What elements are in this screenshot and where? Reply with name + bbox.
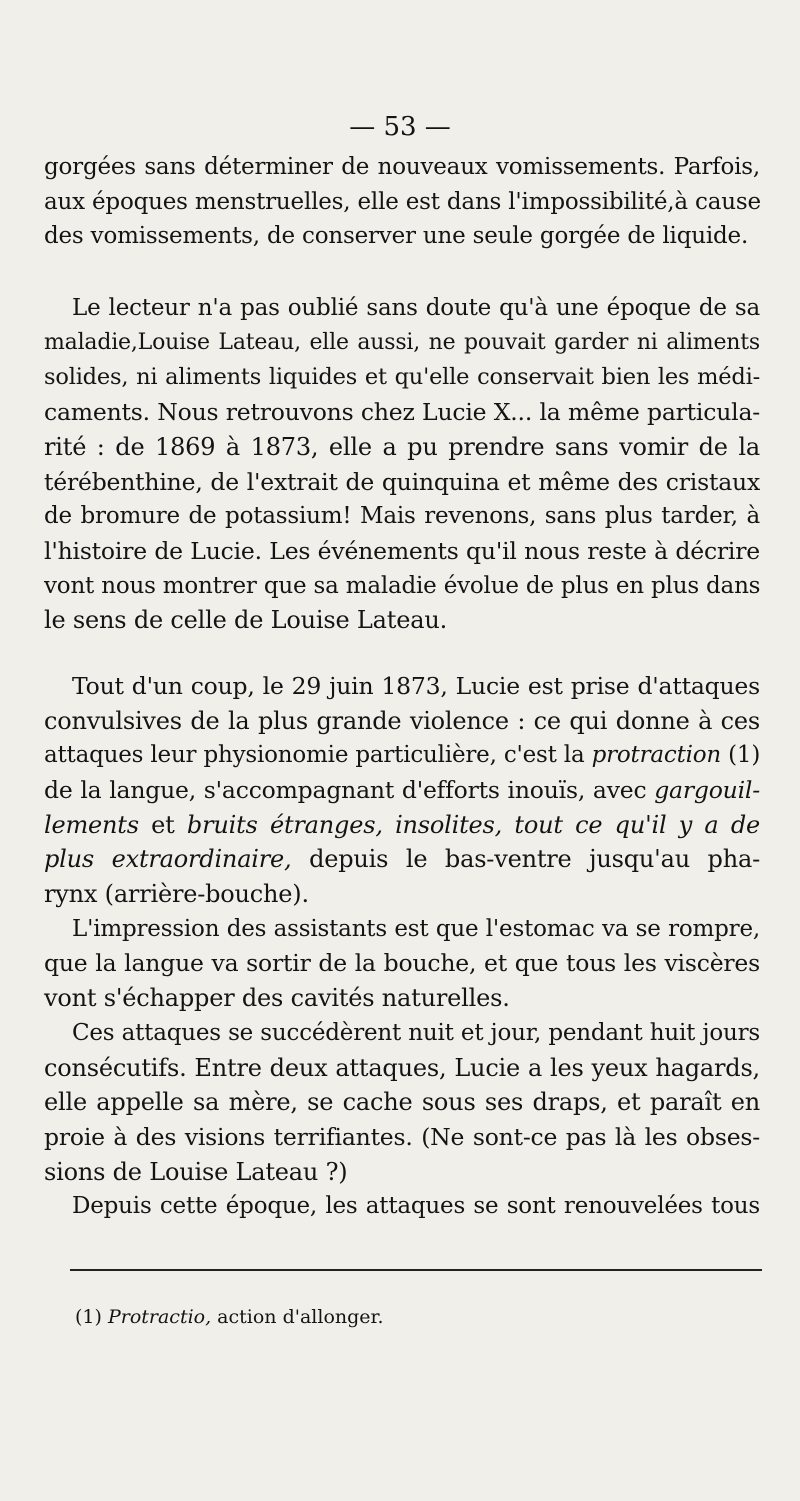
text-line: convulsives de la plus grande violence : ce qui donne à ces: [44, 706, 760, 735]
text-line: maladie,Louise Lateau, elle aussi, ne pouvait garder ni aliments: [44, 329, 760, 355]
text-line: lements et bruits étranges, insolites, tout ce qu'il y a de: [44, 810, 760, 839]
text-line: caments. Nous retrouvons chez Lucie X... la même particula-: [44, 398, 760, 427]
text-line: Le lecteur n'a pas oublié sans doute qu'à une époque de sa: [72, 295, 760, 322]
text-line: rité : de 1869 à 1873, elle a pu prendre sans vomir de la: [44, 432, 760, 461]
text-line: de la langue, s'accompagnant d'efforts inouïs, avec gargouil-: [44, 776, 760, 804]
text-line: Depuis cette époque, les attaques se sont renouvelées tous: [72, 1193, 760, 1220]
page-number: — 53 —: [349, 112, 451, 142]
text-line: solides, ni aliments liquides et qu'elle conservait bien les médi-: [44, 364, 760, 391]
text-line: de bromure de potassium! Mais revenons, sans plus tarder, à: [44, 503, 760, 530]
footnote: [75, 1306, 384, 1328]
text-line: vont nous montrer que sa maladie évolue de plus en plus dans: [44, 572, 761, 599]
body-text: [44, 150, 760, 1224]
text-line: proie à des visions terrifiantes. (Ne sont-ce pas là les obses-: [44, 1122, 760, 1151]
text-line: térébenthine, de l'extrait de quinquina et même des cristaux: [44, 467, 760, 496]
footnote-term: Protractio,: [107, 1306, 212, 1328]
footnote-divider: [70, 1269, 762, 1271]
text-line: L'impression des assistants est que l'estomac va se rompre,: [72, 915, 760, 942]
text-line: l'histoire de Lucie. Les événements qu'il nous reste à décrire: [44, 536, 760, 565]
text-line: rynx (arrière-bouche).: [44, 880, 309, 909]
footnote-definition: action d'allonger.: [211, 1306, 384, 1328]
text-line: sions de Louise Lateau ?): [44, 1157, 348, 1186]
text-line: vont s'échapper des cavités naturelles.: [44, 984, 510, 1013]
text-line: que la langue va sortir de la bouche, et que tous les viscères: [44, 949, 760, 978]
text-line: Tout d'un coup, le 29 juin 1873, Lucie est prise d'attaques: [72, 671, 760, 700]
text-line: le sens de celle de Louise Lateau.: [44, 606, 448, 635]
text-line: gorgées sans déterminer de nouveaux vomissements. Parfois,: [44, 154, 760, 180]
footnote-marker: (1): [75, 1306, 108, 1328]
text-line: aux époques menstruelles, elle est dans l'impossibilité,à cause: [44, 188, 761, 215]
text-line: des vomissements, de conserver une seule gorgée de liquide.: [44, 223, 749, 250]
text-line: plus extraordinaire, depuis le bas-ventre jusqu'au pha-: [44, 845, 760, 874]
text-line: consécutifs. Entre deux attaques, Lucie a les yeux hagards,: [44, 1053, 760, 1082]
text-line: attaques leur physionomie particulière, c'est la protraction (1): [44, 742, 761, 769]
text-line: Ces attaques se succédèrent nuit et jour, pendant huit jours: [72, 1019, 760, 1046]
text-line: elle appelle sa mère, se cache sous ses draps, et paraît en: [44, 1088, 760, 1117]
